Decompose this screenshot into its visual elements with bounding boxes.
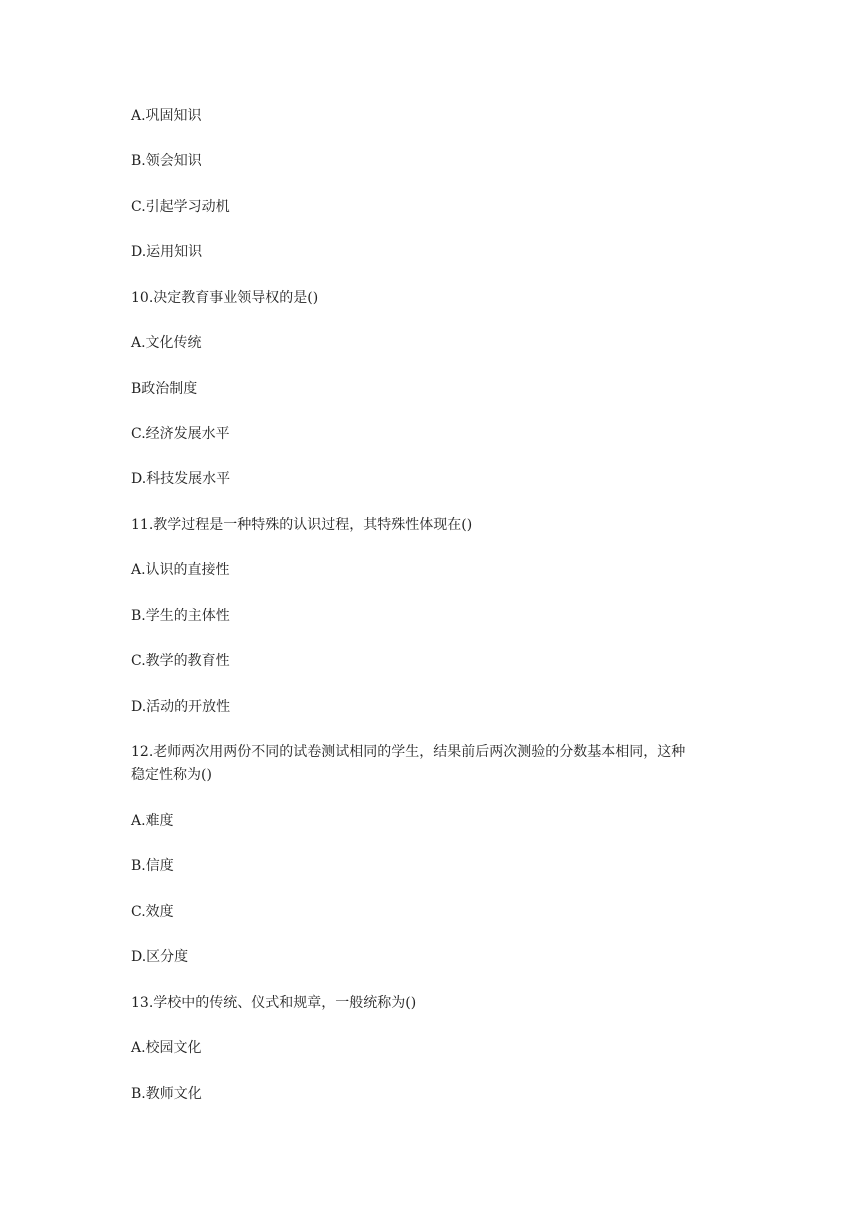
option-12c: C.效度	[131, 904, 174, 920]
question-12: 12.老师两次用两份不同的试卷测试相同的学生，结果前后两次测验的分数基本相同，这种	[131, 744, 686, 760]
option-9a: A.巩固知识	[131, 108, 202, 124]
option-9d: D.运用知识	[131, 244, 203, 260]
option-12d: D.区分度	[131, 949, 189, 965]
question-10: 10.决定教育事业领导权的是()	[131, 290, 319, 306]
option-10a: A.文化传统	[131, 335, 202, 351]
question-11: 11.教学过程是一种特殊的认识过程，其特殊性体现在()	[131, 517, 473, 533]
option-9c: C.引起学习动机	[131, 199, 230, 215]
option-11b: B.学生的主体性	[131, 608, 230, 624]
option-13b: B.教师文化	[131, 1086, 202, 1102]
question-13: 13.学校中的传统、仪式和规章，一般统称为()	[131, 995, 417, 1011]
option-10d: D.科技发展水平	[131, 471, 231, 487]
option-10b: B政治制度	[131, 381, 198, 397]
option-11c: C.教学的教育性	[131, 653, 230, 669]
question-12-continued: 稳定性称为()	[131, 767, 212, 783]
option-12a: A.难度	[131, 813, 174, 829]
option-10c: C.经济发展水平	[131, 426, 230, 442]
option-9b: B.领会知识	[131, 153, 202, 169]
option-11a: A.认识的直接性	[131, 562, 230, 578]
option-12b: B.信度	[131, 858, 174, 874]
option-11d: D.活动的开放性	[131, 699, 231, 715]
option-13a: A.校园文化	[131, 1040, 202, 1056]
